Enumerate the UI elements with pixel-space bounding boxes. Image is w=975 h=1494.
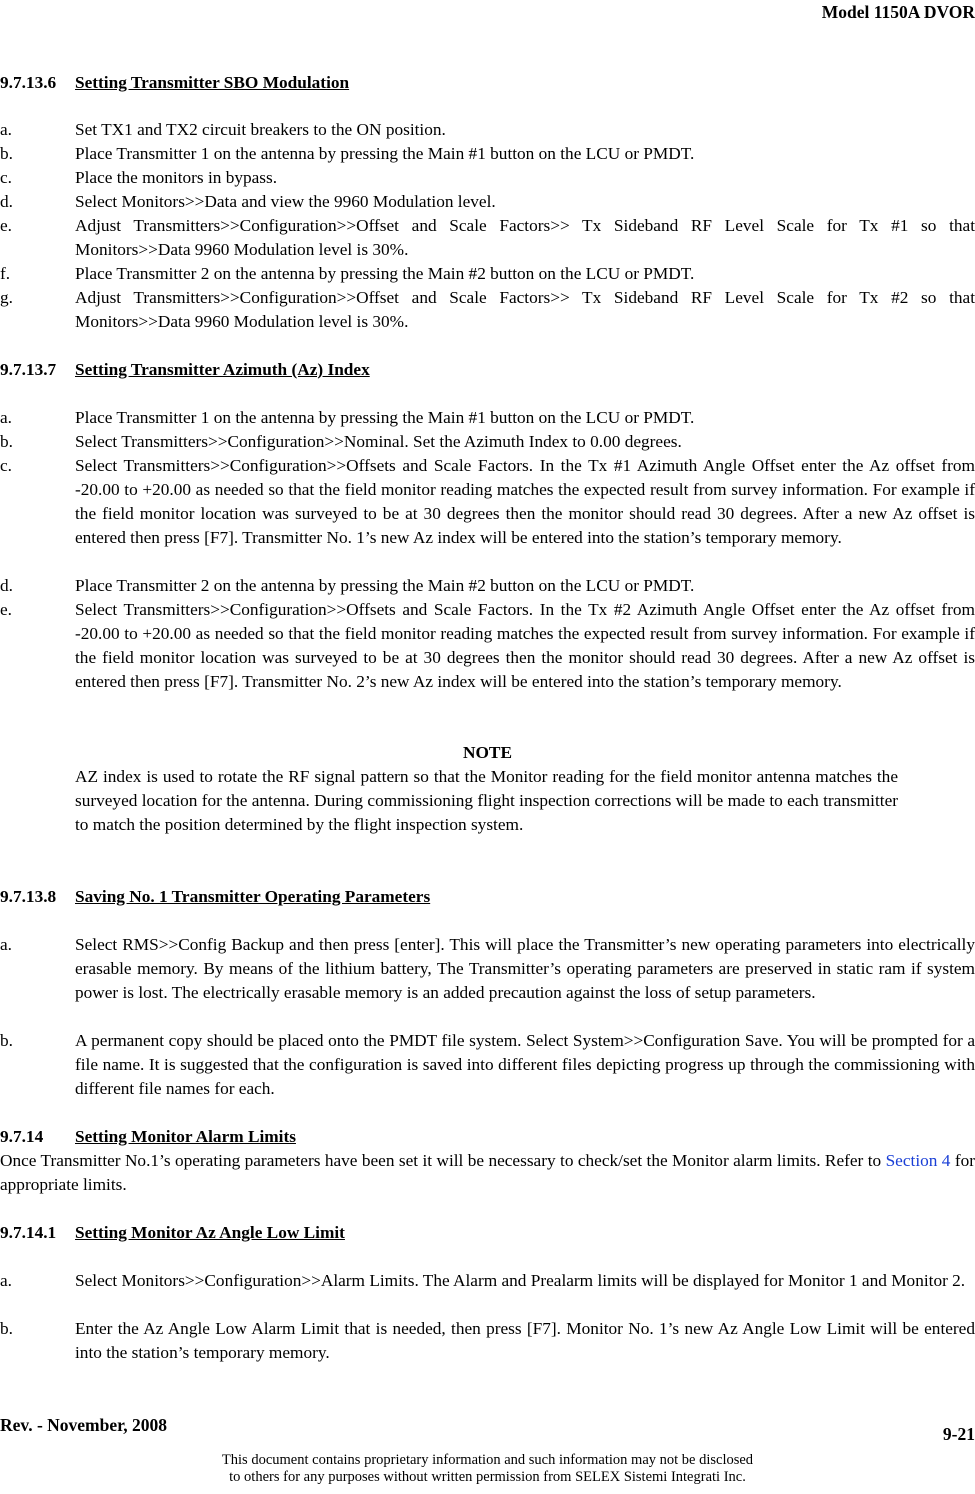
section-title: Setting Transmitter SBO Modulation (75, 73, 350, 92)
list-text: Adjust Transmitters>>Configuration>>Offset and Scale Factors>> Tx Sideband RF Level Scale for Tx #1 so that Monitors>>Data 9960 Modulation level is 30%. (75, 216, 975, 259)
section-heading-9-7-13-8 (0, 885, 430, 909)
list-item (0, 190, 975, 214)
section-heading-9-7-13-6 (0, 71, 349, 95)
list-label: b. (0, 432, 13, 451)
list-item (0, 454, 975, 550)
list-label: a. (0, 120, 12, 139)
section-title: Setting Monitor Az Angle Low Limit (75, 1223, 345, 1242)
paragraph-text: Once Transmitter No.1’s operating parameters have been set it will be necessary to check/set the Monitor alarm limits. Refer to (0, 1151, 886, 1170)
disclaimer-line: This document contains proprietary information and such information may not be disclosed (221, 1452, 754, 1468)
list-item (0, 598, 975, 694)
list-text: Place the monitors in bypass. (75, 168, 278, 187)
list-text: Enter the Az Angle Low Alarm Limit that is needed, then press [F7]. Monitor No. 1’s new Az Angle Low Limit will be entered into the station’s temporary memory. (75, 1319, 975, 1362)
list-label: a. (0, 935, 12, 954)
list-label: a. (0, 408, 12, 427)
document-model-header: Model 1150A DVOR (821, 2, 975, 22)
section-heading-9-7-13-7 (0, 358, 370, 382)
section-number: 9.7.14.1 (0, 1223, 57, 1242)
list-text: Select Transmitters>>Configuration>>Offsets and Scale Factors. In the Tx #1 Azimuth Angle Offset enter the Az offset from -20.00 to +20.00 as needed so that the field monitor reading matches the expected result from survey information. For example if the field monitor location was surveyed to be at 30 degrees then the monitor should read 30 degrees. After a new Az offset is entered then press [F7]. Transmitter No. 1’s new Az index will be entered into the station’s temporary memory. (75, 456, 975, 547)
alarm-limits-paragraph (0, 1149, 975, 1197)
list-label: c. (0, 168, 12, 187)
list-text: Place Transmitter 2 on the antenna by pressing the Main #2 button on the LCU or PMDT. (75, 576, 695, 595)
list-label: f. (0, 264, 11, 283)
list-label: g. (0, 288, 13, 307)
page-number: 9-21 (942, 1424, 975, 1444)
list-item (0, 933, 975, 1005)
list-text: Select Transmitters>>Configuration>>Nominal. Set the Azimuth Index to 0.00 degrees. (75, 432, 682, 451)
list-label: c. (0, 456, 12, 475)
list-item (0, 574, 975, 598)
revision-date: Rev. - November, 2008 (0, 1415, 168, 1435)
list-label: a. (0, 1271, 12, 1290)
list-label: d. (0, 192, 13, 211)
list-item (0, 430, 975, 454)
list-item (0, 1269, 975, 1293)
note-title: NOTE (463, 743, 512, 762)
list-text: Select Transmitters>>Configuration>>Offsets and Scale Factors. In the Tx #2 Azimuth Angle Offset enter the Az offset from -20.00 to +20.00 as needed so that the field monitor reading matches the expected result from survey information. For example if the field monitor location was surveyed to be at 30 degrees then the monitor should read 30 degrees. After a new Az offset is entered then press [F7]. Transmitter No. 2’s new Az index will be entered into the station’s temporary memory. (75, 600, 975, 691)
list-text: Place Transmitter 1 on the antenna by pressing the Main #1 button on the LCU or PMDT. (75, 144, 695, 163)
section-number: 9.7.13.6 (0, 73, 57, 92)
section-4-link[interactable]: Section 4 (885, 1151, 951, 1170)
list-item (0, 118, 975, 142)
paragraph-text: for appropriate limits. (0, 1151, 975, 1194)
list-item (0, 166, 975, 190)
section-title: Saving No. 1 Transmitter Operating Parameters (75, 887, 431, 906)
list-item (0, 406, 975, 430)
list-item (0, 262, 975, 286)
list-text: Set TX1 and TX2 circuit breakers to the ON position. (75, 120, 446, 139)
list-label: e. (0, 600, 12, 619)
section-number: 9.7.14 (0, 1127, 44, 1146)
disclaimer-line: to others for any purposes without written permission from SELEX Sistemi Integrati Inc. (229, 1469, 746, 1485)
list-text: A permanent copy should be placed onto the PMDT file system. Select System>>Configuration Save. You will be prompted for a file name. It is suggested that the configuration is saved into different files depicting progress up through the commissioning with different file names for each. (75, 1031, 975, 1098)
section-number: 9.7.13.8 (0, 887, 57, 906)
list-item (0, 1029, 975, 1101)
list-text: Place Transmitter 1 on the antenna by pressing the Main #1 button on the LCU or PMDT. (75, 408, 695, 427)
list-label: b. (0, 1319, 13, 1338)
list-label: e. (0, 216, 12, 235)
section-title: Setting Transmitter Azimuth (Az) Index (75, 360, 370, 379)
list-text: Place Transmitter 2 on the antenna by pressing the Main #2 button on the LCU or PMDT. (75, 264, 695, 283)
note-body: AZ index is used to rotate the RF signal pattern so that the Monitor reading for the field monitor antenna matches the surveyed location for the antenna. During commissioning flight inspection corrections will be made to each transmitter to match the position determined by the flight inspection system. (75, 767, 898, 834)
list-item (0, 142, 975, 166)
section-number: 9.7.13.7 (0, 360, 57, 379)
list-text: Select Monitors>>Configuration>>Alarm Limits. The Alarm and Prealarm limits will be displayed for Monitor 1 and Monitor 2. (75, 1271, 966, 1290)
list-label: b. (0, 144, 13, 163)
list-label: b. (0, 1031, 13, 1050)
section-title: Setting Monitor Alarm Limits (75, 1127, 296, 1146)
list-label: d. (0, 576, 13, 595)
section-heading-9-7-14-1 (0, 1221, 345, 1245)
list-text: Select Monitors>>Data and view the 9960 Modulation level. (75, 192, 496, 211)
list-text: Adjust Transmitters>>Configuration>>Offset and Scale Factors>> Tx Sideband RF Level Scale for Tx #2 so that Monitors>>Data 9960 Modulation level is 30%. (75, 288, 975, 331)
list-item (0, 214, 975, 262)
list-item (0, 1317, 975, 1365)
section-heading-9-7-14 (0, 1125, 296, 1149)
proprietary-disclaimer (0, 1452, 975, 1486)
list-item (0, 286, 975, 334)
list-text: Select RMS>>Config Backup and then press [enter]. This will place the Transmitter’s new operating parameters into electrically erasable memory. By means of the lithium battery, The Transmitter’s operating parameters are preserved in static ram if system power is lost. The electrically erasable memory is an added precaution against the loss of setup parameters. (75, 935, 975, 1002)
